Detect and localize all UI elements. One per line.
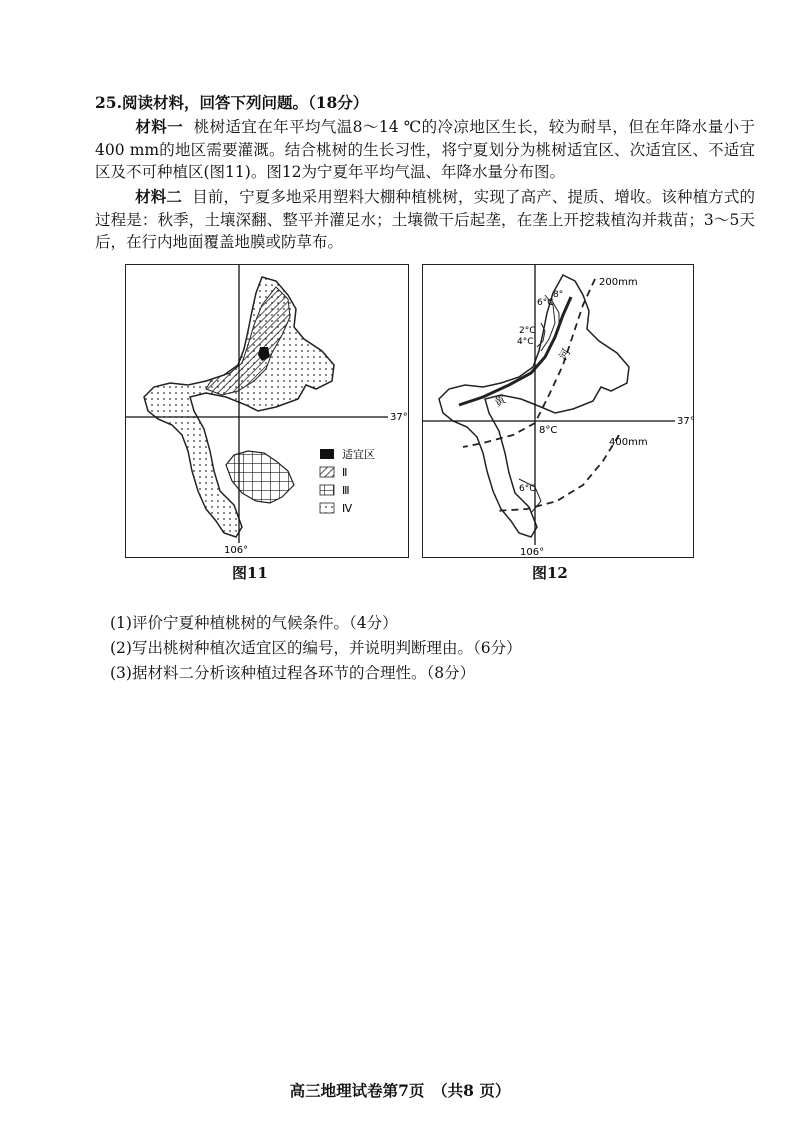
lat-label: 37° [677,416,693,427]
material-1 [95,116,755,184]
legend-swatch-iv [320,503,334,513]
isohyet-200-label: 200mm [599,277,638,288]
legend [320,448,375,515]
isohyet-400-label: 400mm [609,437,648,448]
material-2-label: 材料二 [135,187,183,206]
material-1-text: 桃树适宜在年平均气温8～14 ℃的冷凉地区生长，较为耐旱，但在年降水量小于400 mm的地区需要灌溉。结合桃树的生长习性，将宁夏划分为桃树适宜区、次适宜区、不适宜区及不可种植区(图11)。图12为宁夏年平均气温、年降水量分布图。 [95,118,755,181]
lon-label: 106° [520,547,545,557]
legend-swatch-suitable [320,449,334,459]
isotherm-6-top-label: 6°C [537,298,554,308]
isohyet-200 [463,279,595,447]
figure-11-caption: 图11 [232,564,268,582]
figure-11-svg [126,265,408,557]
figure-11-map [125,264,409,558]
legend-label-ii: Ⅱ [342,466,348,479]
lat-label: 37° [390,412,408,423]
material-2 [95,186,755,254]
isotherm-4-label: 4°C [517,337,534,347]
legend-swatch-iii [320,485,334,495]
isotherm-2-label: 2°C [519,326,536,336]
isotherm-6-south-label: 6°C [519,484,536,494]
river-label-1: 黄 [492,392,509,410]
legend-swatch-ii [320,467,334,477]
material-1-label: 材料一 [135,117,184,136]
isohyet-400 [495,435,619,511]
question-header: 25.阅读材料，回答下列问题。（18分） [95,93,369,112]
isotherm-8-center-label: 8°C [539,425,558,436]
sub-question-3: (3)据材料二分析该种植过程各环节的合理性。（8分） [110,664,476,682]
figure-12-svg [423,265,693,557]
figure-12-caption: 图12 [532,564,568,582]
region-outline [439,275,629,537]
page-footer: 高三地理试卷第7页 （共8 页） [289,1081,511,1100]
isotherm-8-top-label: 8° [553,290,564,300]
legend-label-suitable: 适宜区 [342,448,375,461]
region-iii-area [226,451,294,503]
legend-label-iii: Ⅲ [342,484,350,497]
lon-label: 106° [224,545,249,556]
sub-question-2: (2)写出桃树种植次适宜区的编号，并说明判断理由。（6分） [110,639,522,657]
figure-12-map [422,264,694,558]
sub-question-1: (1)评价宁夏种植桃树的气候条件。（4分） [110,614,398,632]
legend-label-iv: Ⅳ [342,502,353,515]
river-label-2: 河 [556,346,574,363]
material-2-text: 目前，宁夏多地采用塑料大棚种植桃树，实现了高产、提质、增收。该种植方式的过程是：秋季，土壤深翻、整平并灌足水；土壤微干后起垄，在垄上开挖栽植沟并栽苗；3～5天后，在行内地面覆盖地膜或防草布。 [95,188,755,251]
